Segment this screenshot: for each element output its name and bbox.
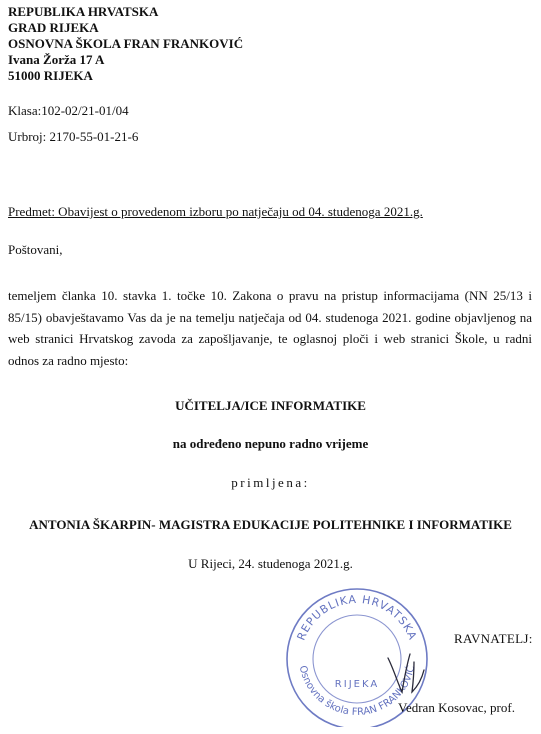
stamp-center-text: RIJEKA [334, 679, 380, 690]
stamp-outer-text: REPUBLIKA HRVATSKA [294, 592, 420, 643]
klasa-reference: Klasa:102-02/21-01/04 [8, 103, 129, 118]
handwritten-signature [380, 640, 440, 700]
letterhead-city: GRAD RIJEKA [8, 20, 99, 35]
body-paragraph: temeljem članka 10. stavka 1. točke 10. Zakona o pravu na pristup informacijama (NN 25/13 i 85/15) obavještavamo Vas da je na temelju natječaja od 04. studenoga 2021. godine objavljenog na web stranici Hrvatskog zavoda za zapošljavanje, te oglasnoj ploči i web stranici Škole, u radni odnos za radno mjesto: [8, 288, 532, 368]
position-terms: na određeno nepuno radno vrijeme [172, 436, 369, 451]
position-title: UČITELJA/ICE INFORMATIKE [175, 398, 366, 413]
letterhead [8, 4, 243, 84]
signatory-title: RAVNATELJ: [454, 631, 533, 646]
greeting: Poštovani, [8, 242, 63, 257]
letterhead-country: REPUBLIKA HRVATSKA [8, 4, 159, 19]
subject-line: Predmet: Obavijest o provedenom izboru po natječaju od 04. studenoga 2021.g. [8, 204, 423, 219]
urbroj-reference: Urbroj: 2170-55-01-21-6 [8, 129, 139, 144]
accepted-label: primljena: [231, 475, 310, 490]
stamp-bottom-text: Osnovna škola FRAN FRANKOVIĆ [296, 664, 418, 719]
letterhead-street: Ivana Žorža 17 A [8, 52, 105, 67]
place-and-date: U Rijeci, 24. studenoga 2021.g. [188, 556, 353, 571]
candidate-name: ANTONIA ŠKARPIN- MAGISTRA EDUKACIJE POLITEHNIKE I INFORMATIKE [29, 517, 512, 532]
letterhead-postal: 51000 RIJEKA [8, 68, 93, 83]
signatory-name: Vedran Kosovac, prof. [398, 700, 515, 715]
letterhead-school: OSNOVNA ŠKOLA FRAN FRANKOVIĆ [8, 36, 244, 51]
svg-text:REPUBLIKA HRVATSKA [295, 593, 420, 642]
